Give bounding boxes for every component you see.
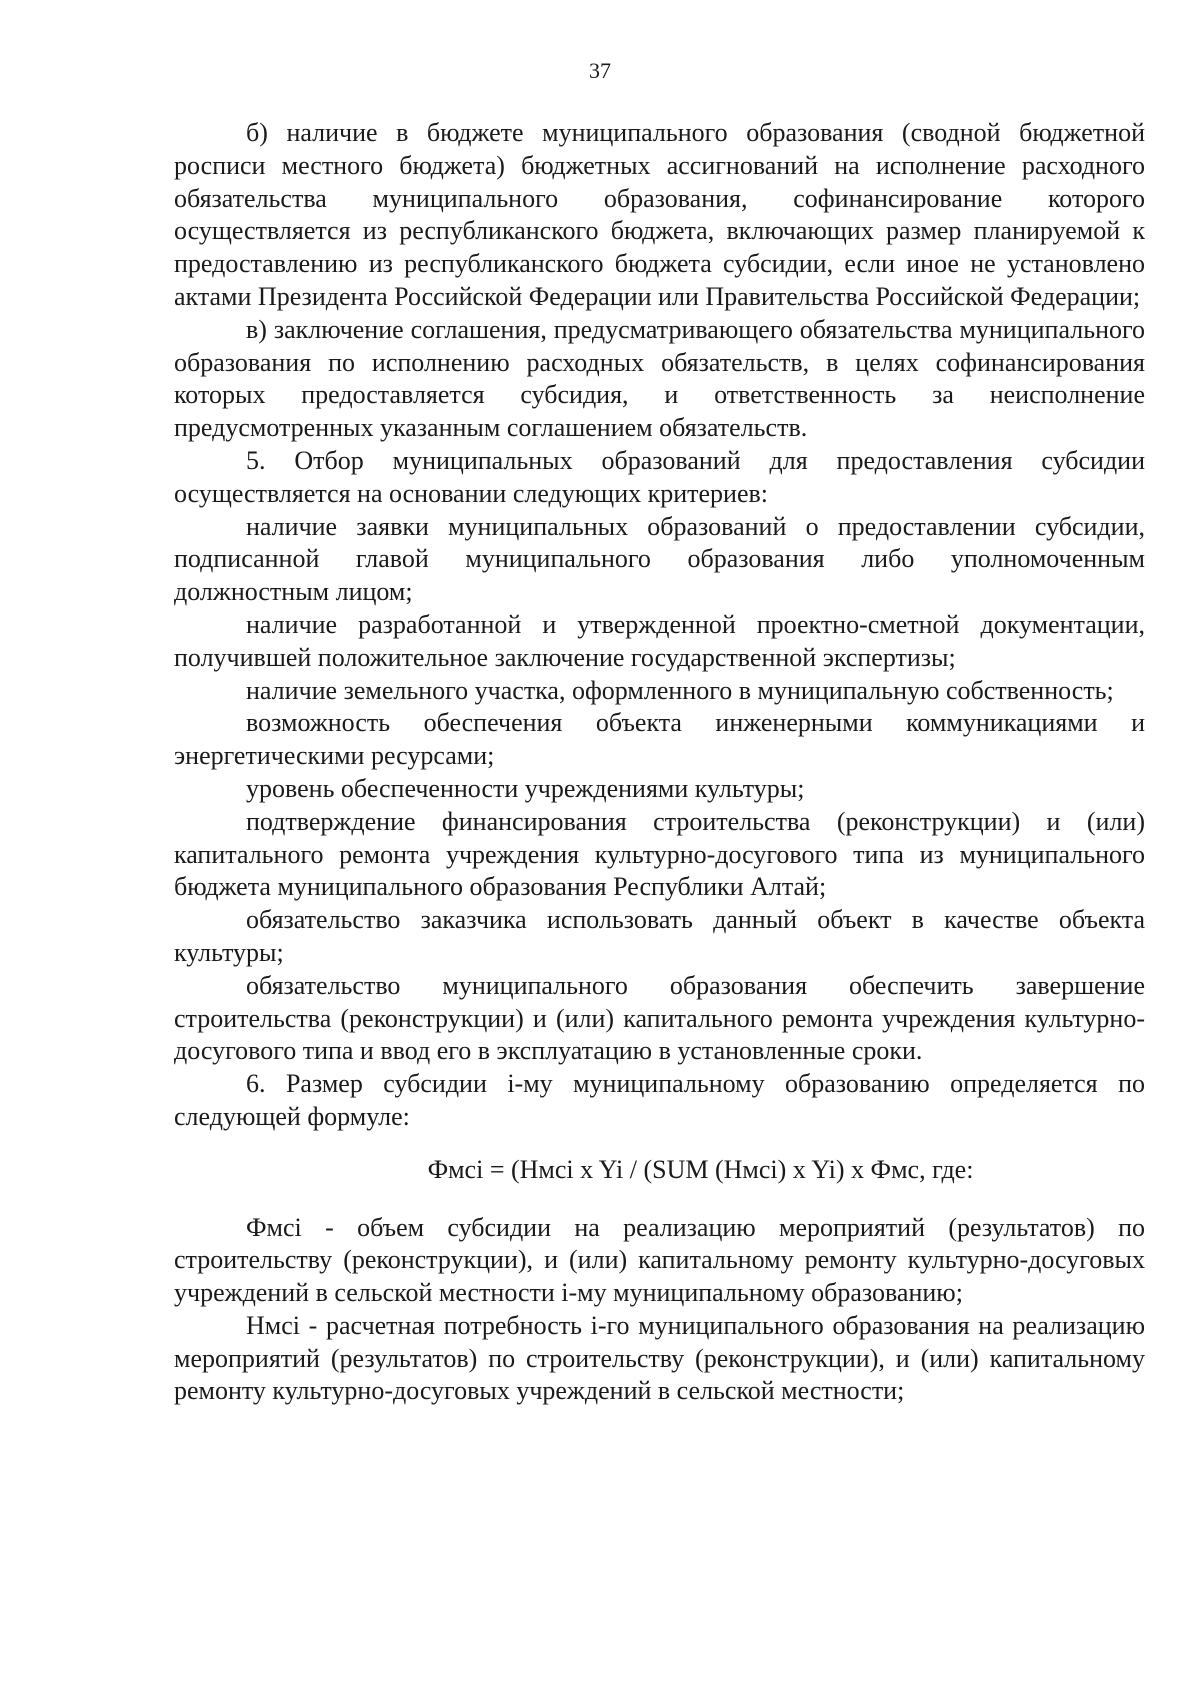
criterion-completion-obligation: обязательство муниципального образования обеспечить завершение строительства (реконструкции) и (или) капитального ремонта учреждения культурно-досугового типа и ввод его в эксплуатацию в установленные сроки. [174,970,1145,1066]
page-number: 37 [589,58,611,83]
definition-fmsi: Фмсi - объем субсидии на реализацию мероприятий (результатов) по строительству (реконструкции), и (или) капитальному ремонту культурно-досуговых учреждений в сельской местности i-му муниципальному образованию; [174,1212,1145,1308]
criterion-application: наличие заявки муниципальных образований о предоставлении субсидии, подписанной главой муниципального образования либо уполномоченным должностным лицом; [174,511,1145,607]
definition-nmsi: Нмсi - расчетная потребность i-го муниципального образования на реализацию мероприятий (результатов) по строительству (реконструкции), и (или) капитальному ремонту культурно-досуговых учреждений в сельской местности; [174,1310,1145,1406]
subsidy-formula: Фмсi = (Нмсi x Yi / (SUM (Нмсi) x Yi) x Фмс, где: [427,1154,974,1184]
paragraph-agreement: в) заключение соглашения, предусматривающего обязательства муниципального образования по исполнению расходных обязательств, в целях софинансирования которых предоставляется субсидия, и ответственность за неисполнение предусмотренных указанным соглашением обязательств. [174,314,1145,443]
criterion-land-plot: наличие земельного участка, оформленного в муниципальную собственность; [246,675,1114,705]
document-body [174,117,1145,1408]
criterion-project-documentation: наличие разработанной и утвержденной проектно-сметной документации, получившей положительное заключение государственной экспертизы; [174,609,1145,672]
criterion-culture-provision: уровень обеспеченности учреждениями культуры; [246,773,805,803]
paragraph-budget-availability: б) наличие в бюджете муниципального образования (сводной бюджетной росписи местного бюджета) бюджетных ассигнований на исполнение расходного обязательства муниципального образования, софинансирование которого осуществляется из республиканского бюджета, включающих размер планируемой к предоставлению из республиканского бюджета субсидии, если иное не установлено актами Президента Российской Федерации или Правительства Российской Федерации; [174,118,1145,311]
paragraph-selection-criteria-intro: 5. Отбор муниципальных образований для предоставления субсидии осуществляется на основании следующих критериев: [174,445,1145,508]
criterion-financing-confirmation: подтверждение финансирования строительства (реконструкции) и (или) капитального ремонта учреждения культурно-досугового типа из муниципального бюджета муниципального образования Республики Алтай; [174,806,1145,902]
criterion-customer-obligation: обязательство заказчика использовать данный объект в качестве объекта культуры; [174,905,1145,967]
criterion-utilities: возможность обеспечения объекта инженерными коммуникациями и энергетическими ресурсами; [174,708,1145,771]
paragraph-subsidy-size-intro: 6. Размер субсидии i-му муниципальному образованию определяется по следующей формуле: [174,1069,1145,1131]
